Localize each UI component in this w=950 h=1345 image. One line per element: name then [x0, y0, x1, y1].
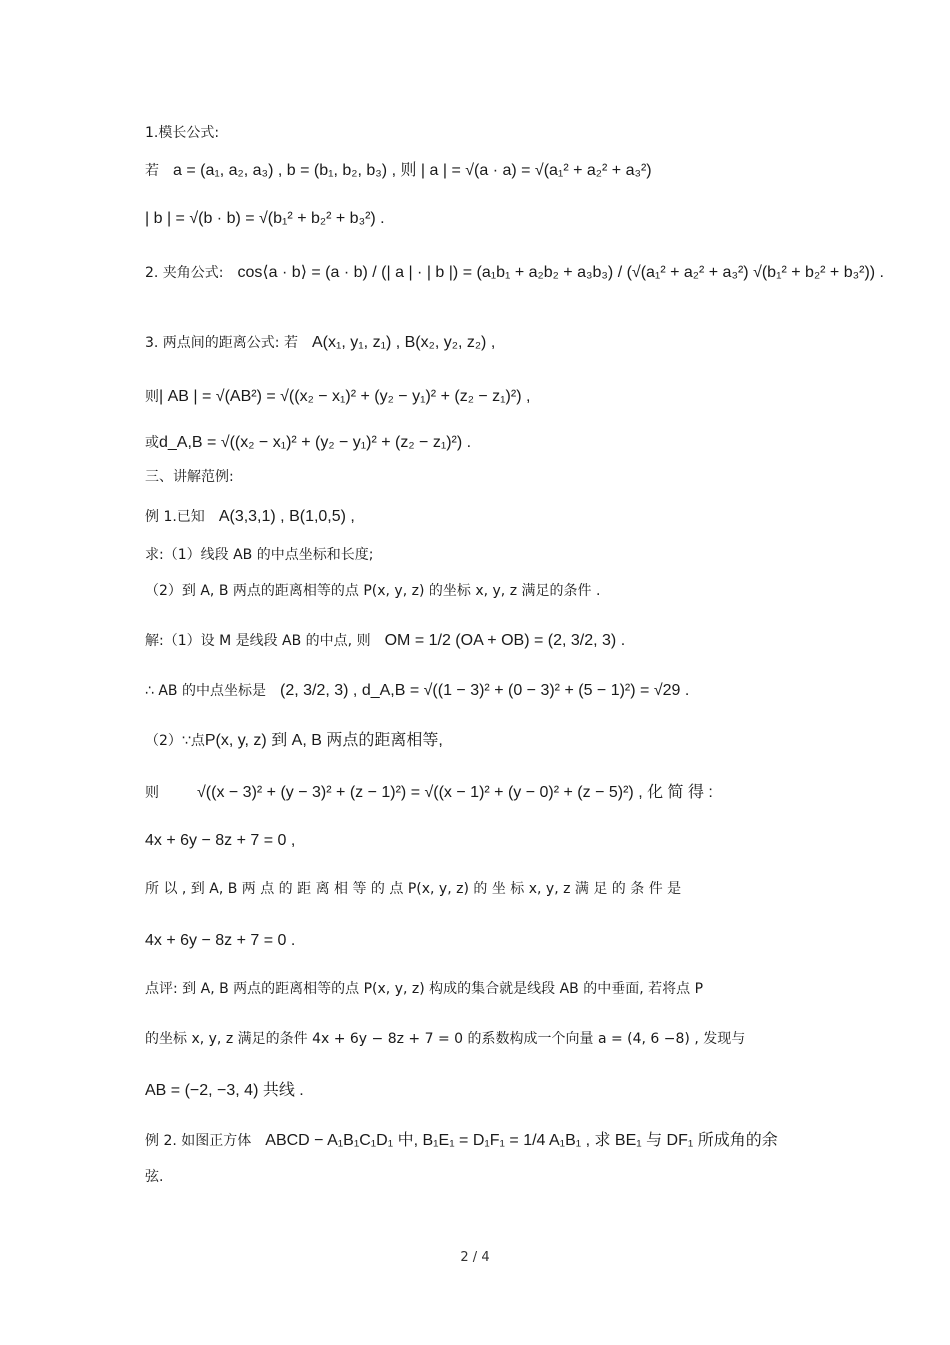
comment-line2: 的坐标 x, y, z 满足的条件 4x + 6y − 8z + 7 = 0 的系数构成一个向量 a = (4, 6 −8) , 发现与: [145, 1031, 746, 1047]
distance-formula-vector: 则| AB | = √(AB²) = √((x₂ − x₁)² + (y₂ − y₁)² + (z₂ − z₁)²) ,: [145, 388, 531, 405]
modulus-formula-b: | b | = √(b · b) = √(b₁² + b₂² + b₃²) .: [145, 210, 385, 227]
comment-line1: 点评: 到 A, B 两点的距离相等的点 P(x, y, z) 构成的集合就是线段 AB 的中垂面, 若将点 P: [145, 981, 704, 997]
example2-statement: 例 2. 如图正方体 ABCD − A₁B₁C₁D₁ 中, B₁E₁ = D₁F₁ = 1/4 A₁B₁ , 求 BE₁ 与 DF₁ 所成角的余: [145, 1132, 778, 1149]
solution-part1-result: ∴ AB 的中点坐标是 (2, 3/2, 3) , d_A,B = √((1 − 3)² + (0 − 3)² + (5 − 1)²) = √29 .: [145, 682, 690, 699]
distance-formula-title: 3. 两点间的距离公式: 若 A(x₁, y₁, z₁) , B(x₂, y₂, z₂) ,: [145, 334, 496, 351]
distance-formula-d: 或d_A,B = √((x₂ − x₁)² + (y₂ − y₁)² + (z₂ − z₁)²) .: [145, 434, 472, 451]
formula-title-modulus: 1.模长公式:: [145, 125, 220, 141]
solution-part1-midpoint: 解:（1）设 M 是线段 AB 的中点, 则 OM = 1/2 (OA + OB) = (2, 3/2, 3) .: [145, 632, 626, 649]
section-heading-examples: 三、讲解范例:: [145, 469, 234, 485]
example1-question1: 求:（1）线段 AB 的中点坐标和长度;: [145, 547, 374, 563]
angle-formula: 2. 夹角公式: cos⟨a · b⟩ = (a · b) / (| a | · | b |) = (a₁b₁ + a₂b₂ + a₃b₃) / (√(a₁² + a₂² + a₃²) √(b₁² + b₂² + b₃²)) .: [145, 264, 884, 281]
page-number: 2 / 4: [460, 1250, 490, 1265]
solution-part2-equation: 则 √((x − 3)² + (y − 3)² + (z − 1)²) = √((x − 1)² + (y − 0)² + (z − 5)²) , 化 简 得 :: [145, 784, 713, 801]
solution-part2-intro: （2）∵点P(x, y, z) 到 A, B 两点的距离相等,: [145, 732, 443, 749]
modulus-formula-a: 若 a = (a₁, a₂, a₃) , b = (b₁, b₂, b₃) , 则 | a | = √(a · a) = √(a₁² + a₂² + a₃²): [145, 162, 652, 179]
solution-part2-conclusion: 所 以 , 到 A, B 两 点 的 距 离 相 等 的 点 P(x, y, z) 的 坐 标 x, y, z 满 足 的 条 件 是: [145, 881, 682, 897]
solution-part2-final-equation: 4x + 6y − 8z + 7 = 0 .: [145, 932, 296, 949]
example1-question2: （2）到 A, B 两点的距离相等的点 P(x, y, z) 的坐标 x, y, z 满足的条件 .: [145, 583, 601, 599]
example1-given: 例 1.已知 A(3,3,1) , B(1,0,5) ,: [145, 508, 355, 525]
example2-statement-end: 弦.: [145, 1169, 164, 1185]
solution-part2-simplified: 4x + 6y − 8z + 7 = 0 ,: [145, 832, 296, 849]
comment-line3: AB = (−2, −3, 4) 共线 .: [145, 1082, 304, 1099]
